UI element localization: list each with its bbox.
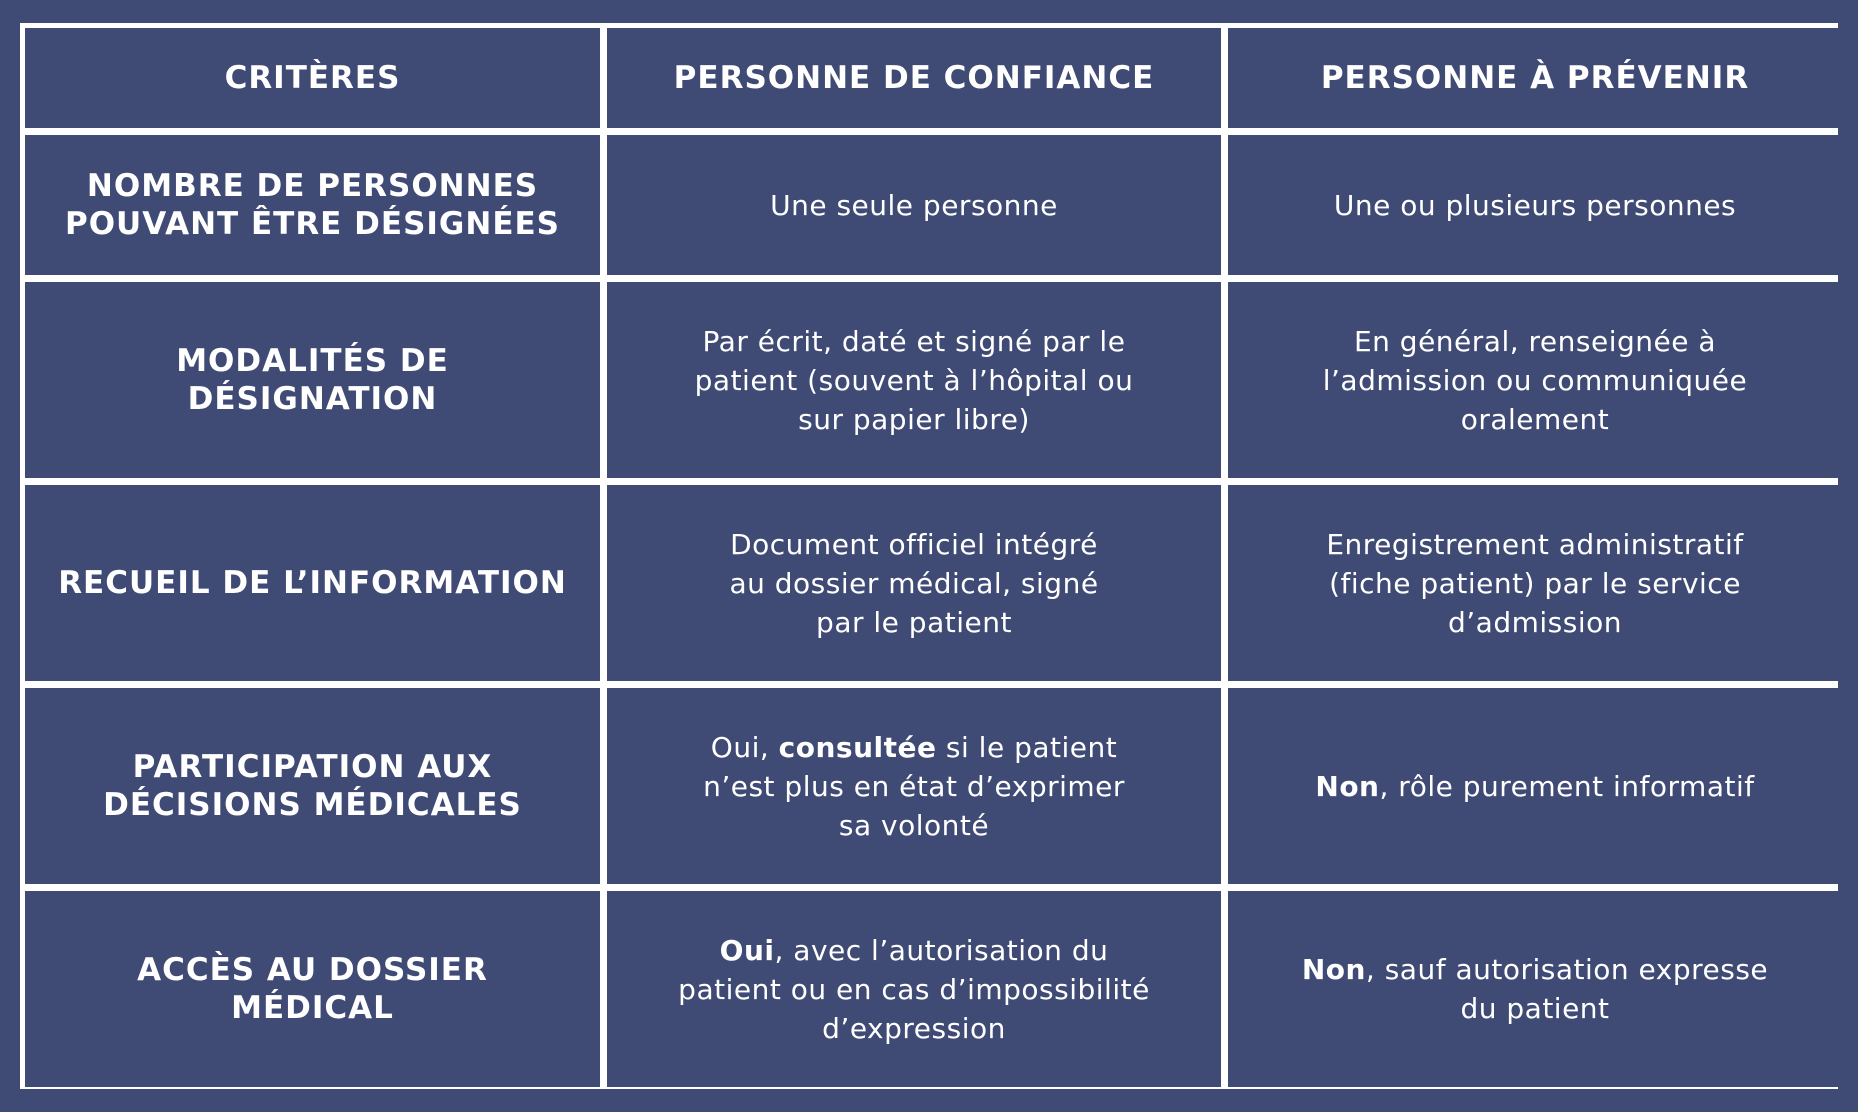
table-row [25, 485, 1842, 681]
prevenir-cell: Une ou plusieurs personnes [1228, 135, 1842, 275]
prevenir-cell: Non, rôle purement informatif [1228, 688, 1842, 884]
confiance-cell: Oui, consultée si le patient n’est plus en état d’exprimer sa volonté [607, 688, 1221, 884]
table-row [25, 135, 1842, 275]
table-header-row [25, 28, 1842, 128]
confiance-cell: Une seule personne [607, 135, 1221, 275]
table-row [25, 891, 1842, 1087]
criterion-cell: NOMBRE DE PERSONNES POUVANT ÊTRE DÉSIGNÉES [25, 135, 600, 275]
table-row [25, 688, 1842, 884]
prevenir-cell: Enregistrement administratif (fiche patient) par le service d’admission [1228, 485, 1842, 681]
confiance-cell: Par écrit, daté et signé par le patient (souvent à l’hôpital ou sur papier libre) [607, 282, 1221, 478]
criterion-cell: PARTICIPATION AUX DÉCISIONS MÉDICALES [25, 688, 600, 884]
confiance-cell: Document officiel intégré au dossier médical, signé par le patient [607, 485, 1221, 681]
confiance-cell: Oui, avec l’autorisation du patient ou en cas d’impossibilité d’expression [607, 891, 1221, 1087]
criterion-cell: MODALITÉS DE DÉSIGNATION [25, 282, 600, 478]
table-row [25, 282, 1842, 478]
criterion-cell: RECUEIL DE L’INFORMATION [25, 485, 600, 681]
header-personne-a-prevenir: PERSONNE À PRÉVENIR [1228, 28, 1842, 128]
header-personne-de-confiance: PERSONNE DE CONFIANCE [607, 28, 1221, 128]
prevenir-cell: En général, renseignée à l’admission ou communiquée oralement [1228, 282, 1842, 478]
header-criteres: CRITÈRES [25, 28, 600, 128]
comparison-table-frame [20, 23, 1838, 1089]
criterion-cell: ACCÈS AU DOSSIER MÉDICAL [25, 891, 600, 1087]
comparison-table [18, 21, 1849, 1094]
prevenir-cell: Non, sauf autorisation expresse du patient [1228, 891, 1842, 1087]
